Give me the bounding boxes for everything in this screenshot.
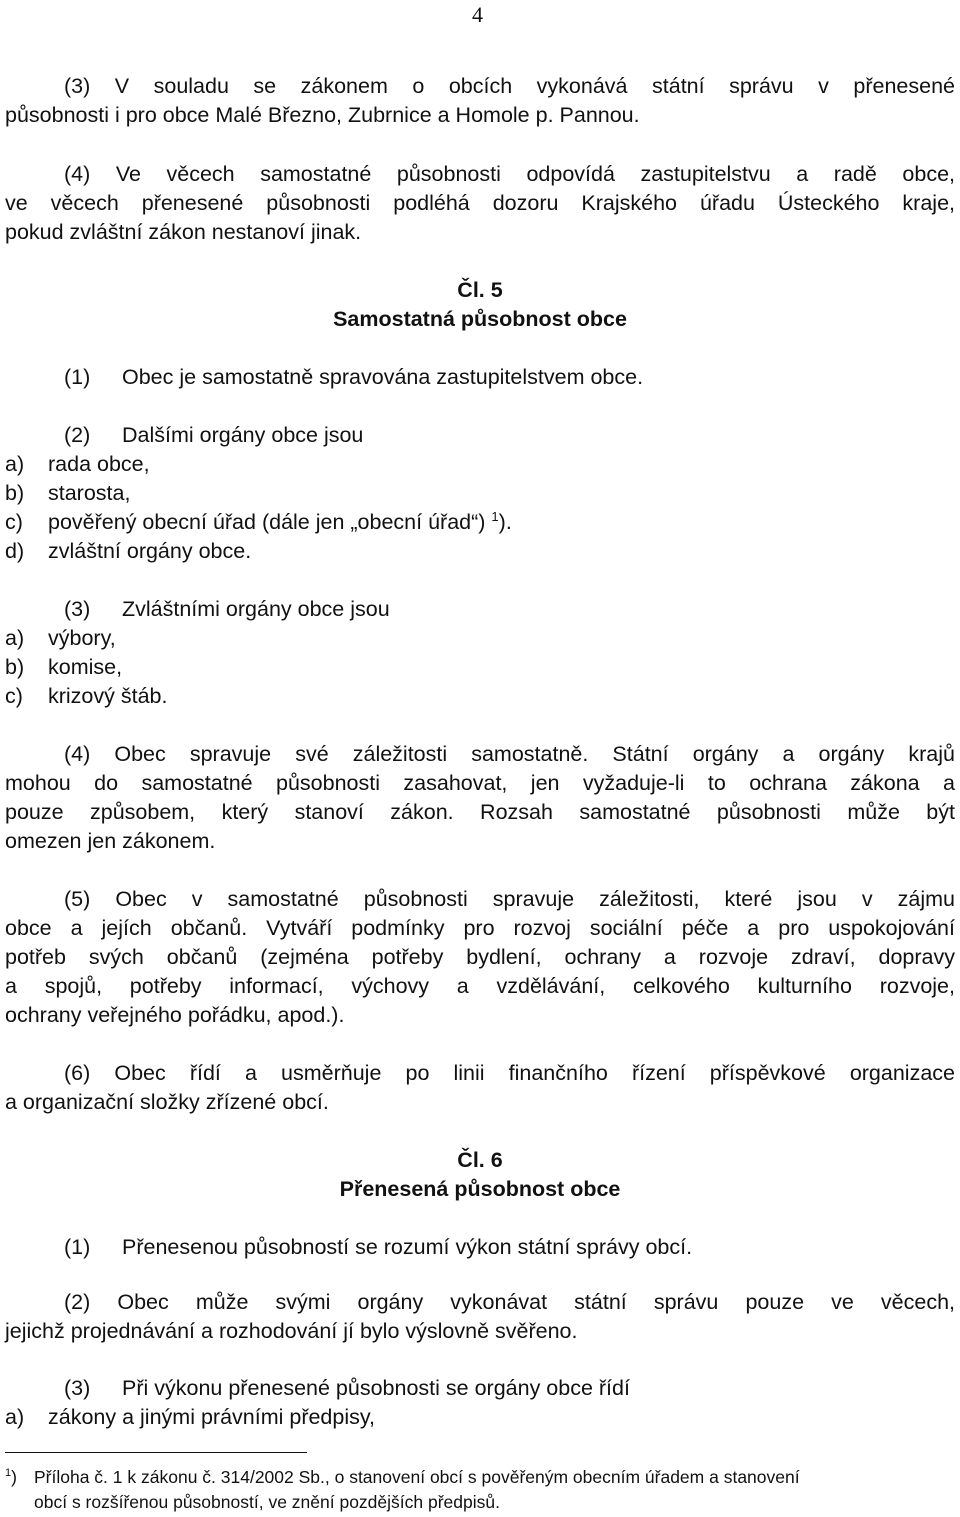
footnote-mark: [5, 1464, 17, 1491]
list-letter: a): [5, 1405, 25, 1429]
list-letter: a): [5, 626, 25, 650]
list-text: zvláštní orgány obce.: [48, 539, 252, 563]
art6-paragraph-2-line-1: (2) Obec může svými orgány vykonávat státní správu pouze ve věcech,: [64, 1290, 955, 1314]
list-item: [5, 450, 955, 479]
list-text: zákony a jinými právními předpisy,: [48, 1405, 376, 1429]
art5-paragraph-4-line-3: pouze způsobem, který stanoví zákon. Rozsah samostatné působnosti může být: [5, 800, 955, 824]
paragraph-number: (2): [64, 423, 91, 447]
list-letter: a): [5, 452, 25, 476]
list-text: krizový štáb.: [48, 684, 168, 708]
list-text: rada obce,: [48, 452, 150, 476]
list-item: [5, 537, 955, 566]
article-5-title: Samostatná působnost obce: [333, 307, 627, 331]
list-text: pověřený obecní úřad (dále jen „obecní úřad“): [48, 510, 486, 534]
art5-paragraph-3: [64, 595, 955, 624]
art5-paragraph-5-line-3: potřeb svých občanů (zejména potřeby bydlení, ochrany a rozvoje zdraví, dopravy: [5, 945, 955, 969]
list-text: výbory,: [48, 626, 116, 650]
paragraph-number: (1): [64, 365, 91, 389]
paragraph-number: (3): [64, 597, 91, 621]
art5-paragraph-4-line-4: omezen jen zákonem.: [5, 829, 216, 853]
footnote-separator: [5, 1452, 307, 1453]
art5-paragraph-6-line-2: a organizační složky zřízené obcí.: [5, 1090, 329, 1114]
footnote-paren: ): [11, 1467, 17, 1487]
paragraph-text: Zvláštními orgány obce jsou: [122, 597, 390, 621]
paragraph-text: Obec je samostatně spravována zastupitelstvem obce.: [122, 365, 644, 389]
list-item: [5, 508, 955, 537]
article-6-title: Přenesená působnost obce: [339, 1177, 621, 1201]
paragraph-4-line-2: ve věcech přenesené působnosti podléhá dozoru Krajského úřadu Ústeckého kraje,: [5, 191, 955, 215]
paragraph-4-line-1: (4) Ve věcech samostatné působnosti odpovídá zastupitelstvu a radě obce,: [64, 162, 955, 186]
list-item: [5, 682, 955, 711]
art5-paragraph-5-line-2: obce a jejích občanů. Vytváří podmínky pro rozvoj sociální péče a pro uspokojování: [5, 916, 955, 940]
art6-paragraph-1: [64, 1233, 955, 1262]
list-item: [5, 624, 955, 653]
paragraph-3-line-2: působnosti i pro obce Malé Březno, Zubrnice a Homole p. Pannou.: [5, 103, 640, 127]
list-letter: b): [5, 655, 25, 679]
article-5-number: Čl. 5: [457, 278, 503, 302]
art5-paragraph-5-line-5: ochrany veřejného pořádku, apod.).: [5, 1003, 345, 1027]
paragraph-text: Dalšími orgány obce jsou: [122, 423, 364, 447]
footnote-line-2: obcí s rozšířenou působností, ve znění pozdějších předpisů.: [34, 1492, 500, 1512]
page-number: 4: [472, 2, 483, 27]
list-letter: c): [5, 510, 23, 534]
paragraph-number: (1): [64, 1235, 91, 1259]
art5-paragraph-6-line-1: (6) Obec řídí a usměrňuje po linii finančního řízení příspěvkové organizace: [64, 1061, 955, 1085]
footnote-line-1: Příloha č. 1 k zákonu č. 314/2002 Sb., o stanovení obcí s pověřeným obecním úřadem a stanovení: [34, 1467, 800, 1487]
list-letter: d): [5, 539, 25, 563]
footnote-number: 1: [5, 1467, 12, 1480]
art5-paragraph-4-line-1: (4) Obec spravuje své záležitosti samostatně. Státní orgány a orgány krajů: [64, 742, 955, 766]
art5-paragraph-5-line-1: (5) Obec v samostatné působnosti spravuje záležitosti, které jsou v zájmu: [64, 887, 955, 911]
art6-paragraph-2-line-2: jejichž projednávání a rozhodování jí bylo výslovně svěřeno.: [5, 1319, 578, 1343]
list-item: [5, 653, 955, 682]
list-letter: c): [5, 684, 23, 708]
art5-paragraph-4-line-2: mohou do samostatné působnosti zasahovat, jen vyžaduje-li to ochrana zákona a: [5, 771, 955, 795]
list-item: [5, 1403, 955, 1432]
list-text: starosta,: [48, 481, 131, 505]
paragraph-3-line-1: (3) V souladu se zákonem o obcích vykonává státní správu v přenesené: [64, 74, 955, 98]
list-text-end: ).: [498, 510, 512, 534]
art6-paragraph-3: [64, 1374, 955, 1403]
paragraph-4-line-3: pokud zvláštní zákon nestanoví jinak.: [5, 220, 362, 244]
footnote-reference: 1: [491, 508, 499, 524]
paragraph-text: Přenesenou působností se rozumí výkon státní správy obcí.: [122, 1235, 693, 1259]
paragraph-text: Při výkonu přenesené působnosti se orgány obce řídí: [122, 1376, 630, 1400]
paragraph-number: (3): [64, 1376, 91, 1400]
list-item: [5, 479, 955, 508]
list-letter: b): [5, 481, 25, 505]
list-text: komise,: [48, 655, 123, 679]
article-6-number: Čl. 6: [457, 1148, 503, 1172]
art5-paragraph-5-line-4: a spojů, potřeby informací, výchovy a vzdělávání, celkového kulturního rozvoje,: [5, 974, 955, 998]
art5-paragraph-2: [64, 421, 955, 450]
art5-paragraph-1: [64, 363, 955, 392]
